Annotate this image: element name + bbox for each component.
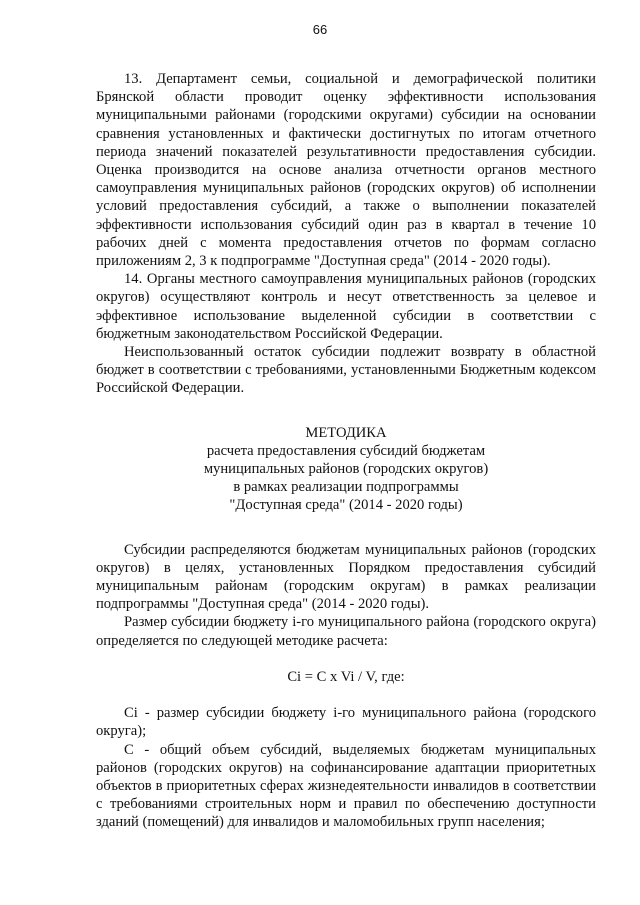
method-subtitle-line: в рамках реализации подпрограммы: [233, 479, 459, 496]
spacer: [96, 398, 596, 424]
page-number: 66: [312, 22, 328, 37]
spacer: [96, 515, 596, 541]
paragraph-subsidy-size: Размер субсидии бюджету i-го муниципального района (городского округа) определяется по следующей методике расчета:: [96, 614, 596, 649]
method-subtitle-line: "Доступная среда" (2014 - 2020 годы): [229, 497, 463, 514]
document-body: [96, 70, 596, 832]
paragraph-13: 13. Департамент семьи, социальной и демографической политики Брянской области проводит оценку эффективности использования муниципальными районами (городскими округами) субсидии на основании сравнения установленных и фактически достигнутых по итогам отчетного периода значений показателей результативности предоставления субсидии. Оценка производится на основе анализа отчетности органов местного самоуправления муниципальных районов (городских округов) об исполнении условий предоставления субсидий, а также о выполнении показателей эффективности использования субсидий один раз в квартал в течение 10 рабочих дней с момента предоставления отчетов по формам согласно приложениям 2, 3 к подпрограмме "Доступная среда" (2014 - 2020 годы).: [96, 71, 596, 270]
spacer: [96, 650, 596, 668]
formula: Ci = C x Vi / V, где:: [287, 668, 405, 685]
method-subtitle-line: муниципальных районов (городских округов): [203, 461, 489, 478]
method-heading: МЕТОДИКА: [305, 424, 387, 441]
definition-c: С - общий объем субсидий, выделяемых бюджетам муниципальных районов (городских округов) на софинансирование адаптации приоритетных объектов в приоритетных сферах жизнедеятельности инвалидов в соответствии с требованиями строительных норм и правил по обеспечению доступности зданий (помещений) для инвалидов и маломобильных групп населения;: [96, 741, 596, 831]
paragraph-14: 14. Органы местного самоуправления муниципальных районов (городских округов) осуществляют контроль и несут ответственность за целевое и эффективное использование выделенной субсидии в соответствии с бюджетным законодательством Российской Федерации.: [96, 271, 596, 342]
paragraph-distribution: Субсидии распределяются бюджетам муниципальных районов (городских округов) в целях, установленных Порядком предоставления субсидий муниципальным районам (городским округам) в рамках реализации подпрограммы "Доступная среда" (2014 - 2020 годы).: [96, 541, 596, 613]
spacer: [96, 686, 596, 704]
paragraph-unused-balance: Неиспользованный остаток субсидии подлежит возврату в областной бюджет в соответствии с требованиями, установленными Бюджетным кодексом Российской Федерации.: [96, 344, 596, 397]
method-subtitle-line: расчета предоставления субсидий бюджетам: [206, 442, 486, 459]
method-title: [96, 424, 596, 515]
definition-ci: Ci - размер субсидии бюджету i-го муниципального района (городского округа);: [96, 705, 596, 740]
